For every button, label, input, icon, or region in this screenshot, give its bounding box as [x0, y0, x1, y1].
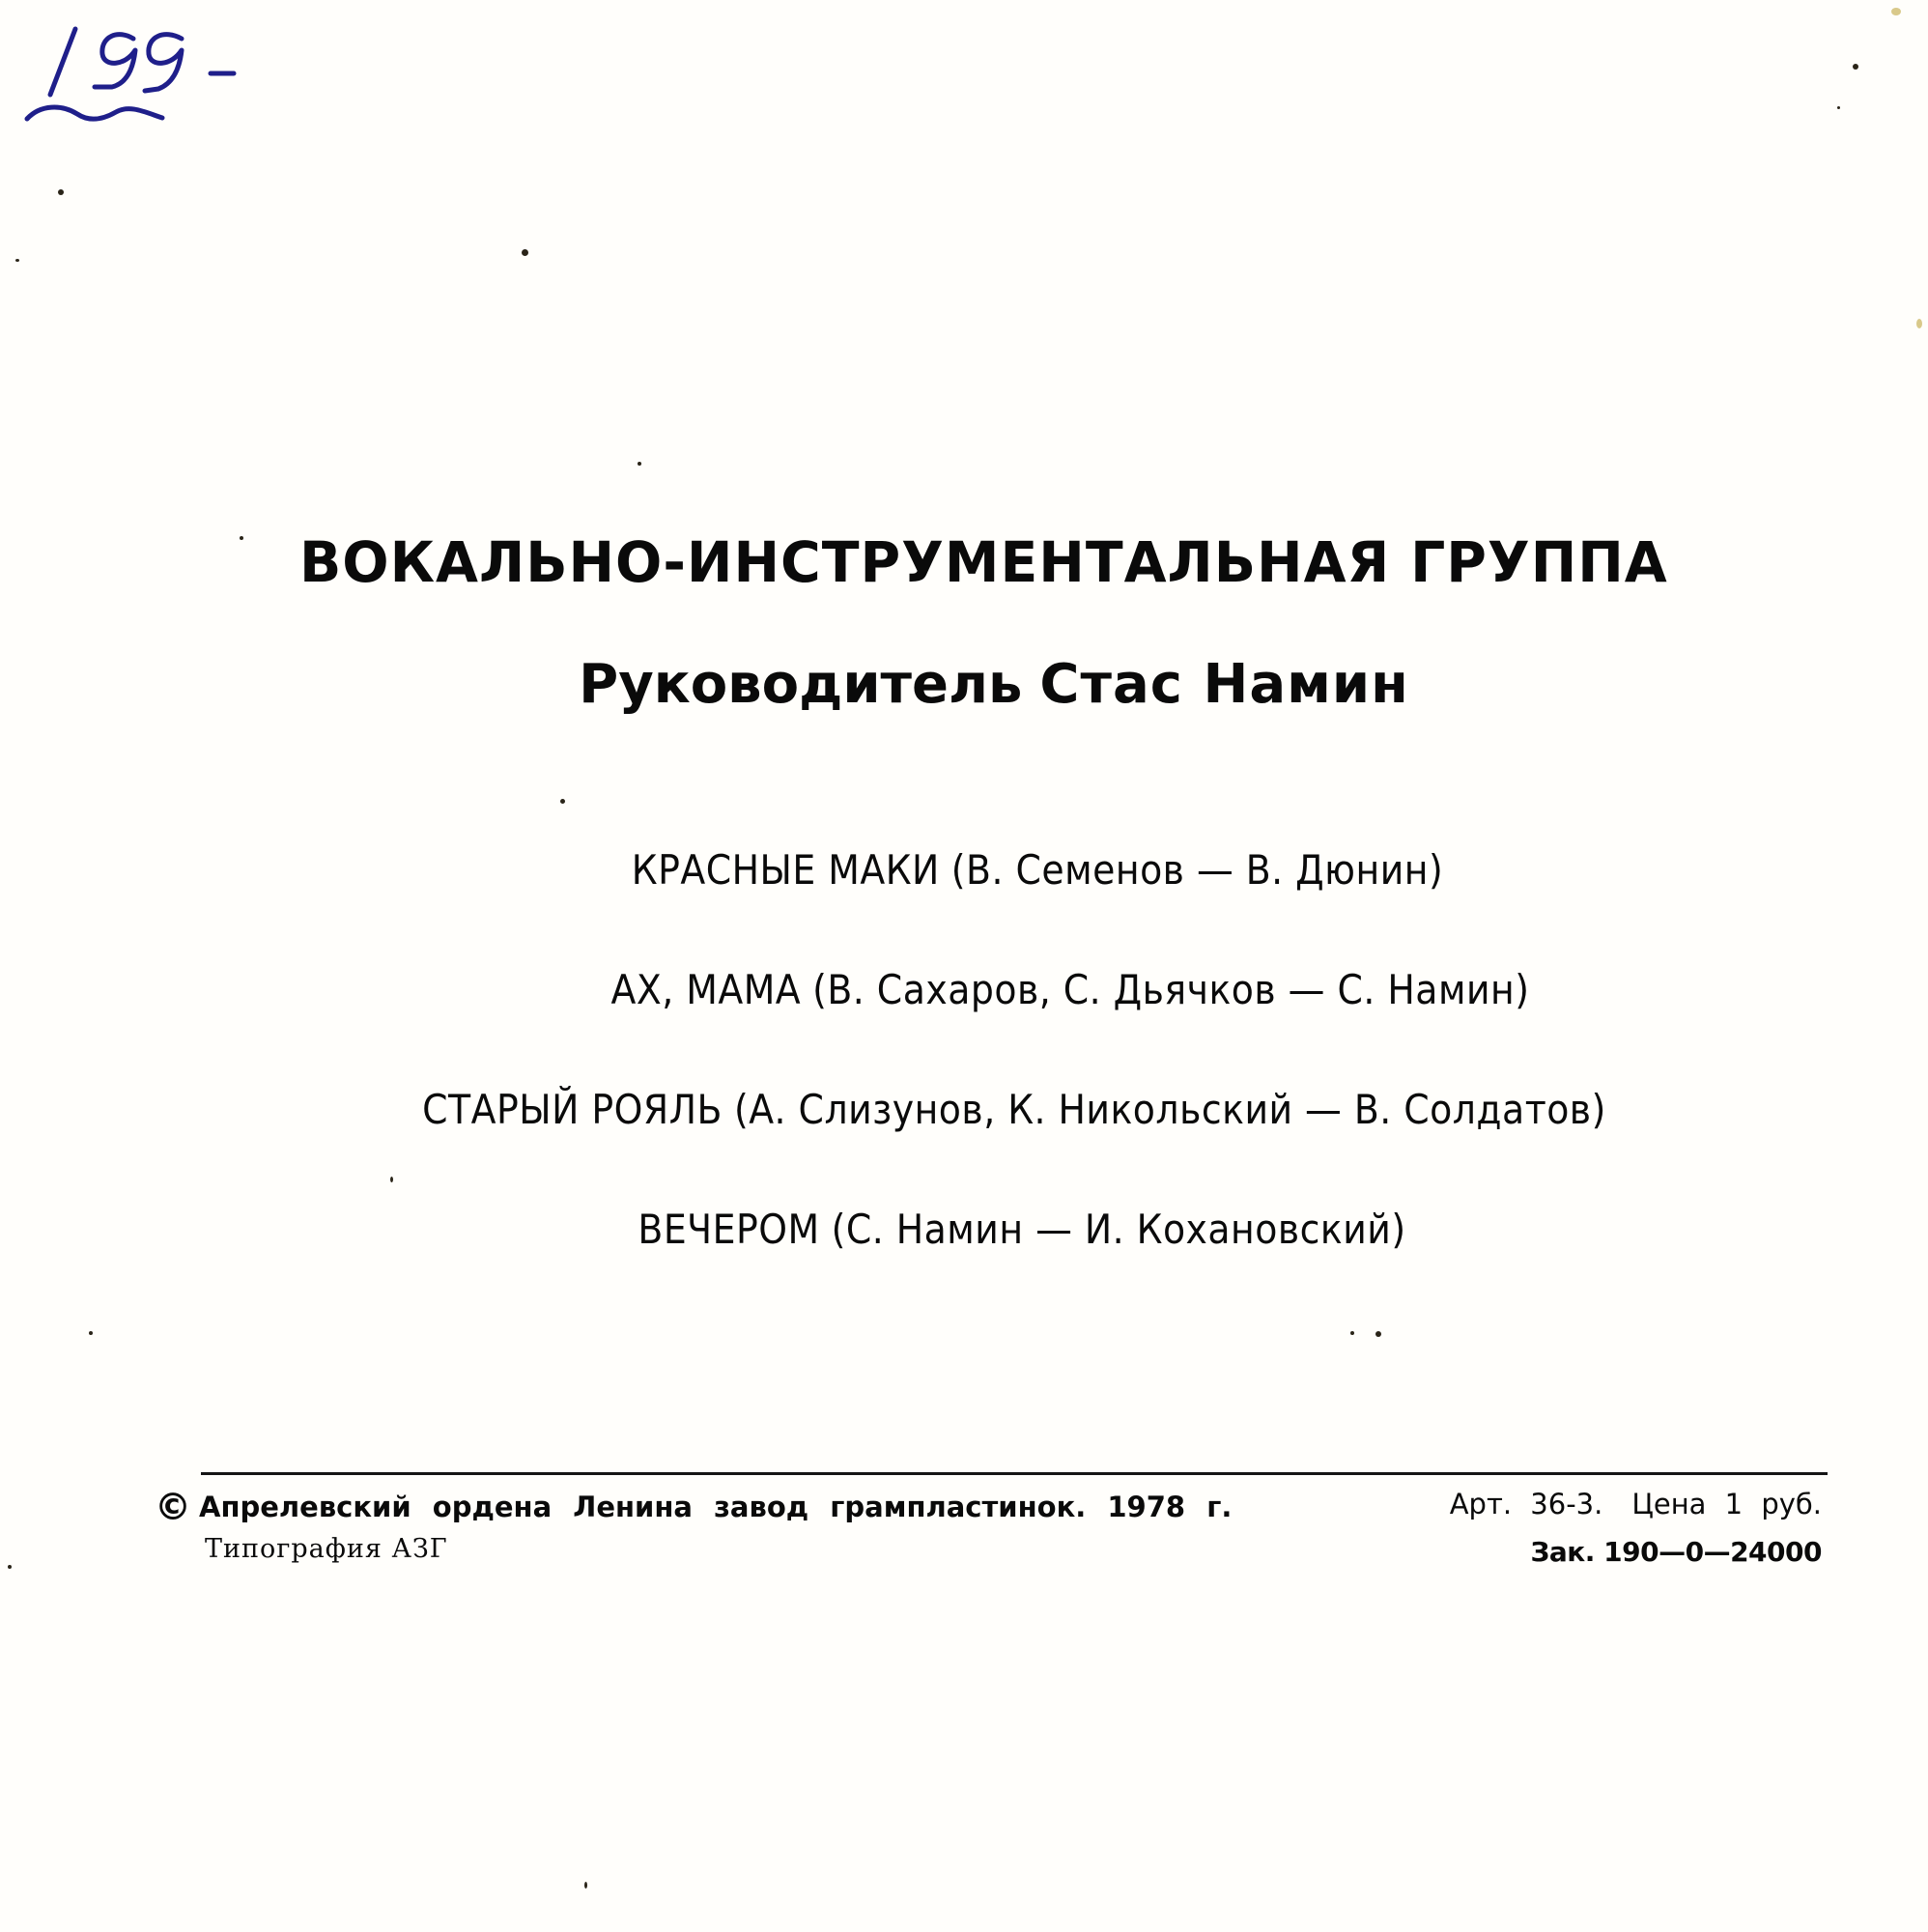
- scan-speck: [1853, 64, 1858, 70]
- scan-speck: [1837, 106, 1840, 109]
- article-price-line: [1450, 1488, 1822, 1520]
- scan-speck: [390, 1177, 393, 1182]
- price: Цена 1 руб.: [1631, 1488, 1822, 1520]
- scan-speck: [560, 799, 565, 804]
- track-credits: (С. Намин — И. Кохановский): [831, 1206, 1406, 1253]
- publisher-line: [155, 1486, 1232, 1528]
- leader-name: Стас Намин: [1039, 653, 1409, 716]
- leader-label: Руководитель: [579, 653, 1023, 716]
- scan-speck: [1916, 319, 1922, 328]
- scan-speck: [240, 536, 243, 540]
- article-number: Арт. 36-3.: [1449, 1488, 1603, 1520]
- track-item: [0, 1086, 1928, 1133]
- track-item: [0, 846, 1928, 894]
- scan-speck: [89, 1331, 93, 1335]
- track-title: КРАСНЫЕ МАКИ: [631, 846, 940, 894]
- track-title: ВЕЧЕРОМ: [638, 1206, 820, 1253]
- scan-speck: [8, 1565, 12, 1569]
- track-credits: (А. Слизунов, К. Никольский — В. Солдатов): [733, 1086, 1606, 1133]
- handwritten-number: [19, 8, 251, 124]
- track-item: [0, 1206, 1928, 1253]
- scan-speck: [15, 259, 19, 262]
- handwritten-ink-icon: [19, 8, 251, 124]
- track-title: СТАРЫЙ РОЯЛЬ: [422, 1086, 723, 1133]
- scan-speck: [638, 462, 641, 466]
- order-number: Зак. 190—0—24000: [1530, 1536, 1822, 1568]
- scan-speck: [1891, 8, 1901, 15]
- leader-line: [0, 653, 1928, 716]
- printer-text: Типография АЗГ: [205, 1534, 448, 1564]
- track-credits: (В. Семенов — В. Дюнин): [950, 846, 1444, 894]
- catalog-info: [1450, 1488, 1822, 1568]
- track-title: АХ, МАМА: [610, 966, 802, 1013]
- scan-speck: [584, 1882, 587, 1889]
- scan-speck: [58, 189, 64, 195]
- scan-speck: [1350, 1331, 1354, 1335]
- track-item: [0, 966, 1928, 1013]
- scan-speck: [1375, 1331, 1381, 1337]
- track-credits: (В. Сахаров, С. Дьячков — С. Намин): [812, 966, 1530, 1013]
- footer-divider: [201, 1472, 1828, 1475]
- publisher-text: Апрелевский ордена Ленина завод грампластинок. 1978 г.: [199, 1491, 1233, 1523]
- group-title: ВОКАЛЬНО-ИНСТРУМЕНТАЛЬНАЯ ГРУППА: [299, 529, 1668, 595]
- copyright-icon: ©: [155, 1486, 191, 1528]
- scan-speck: [522, 249, 528, 256]
